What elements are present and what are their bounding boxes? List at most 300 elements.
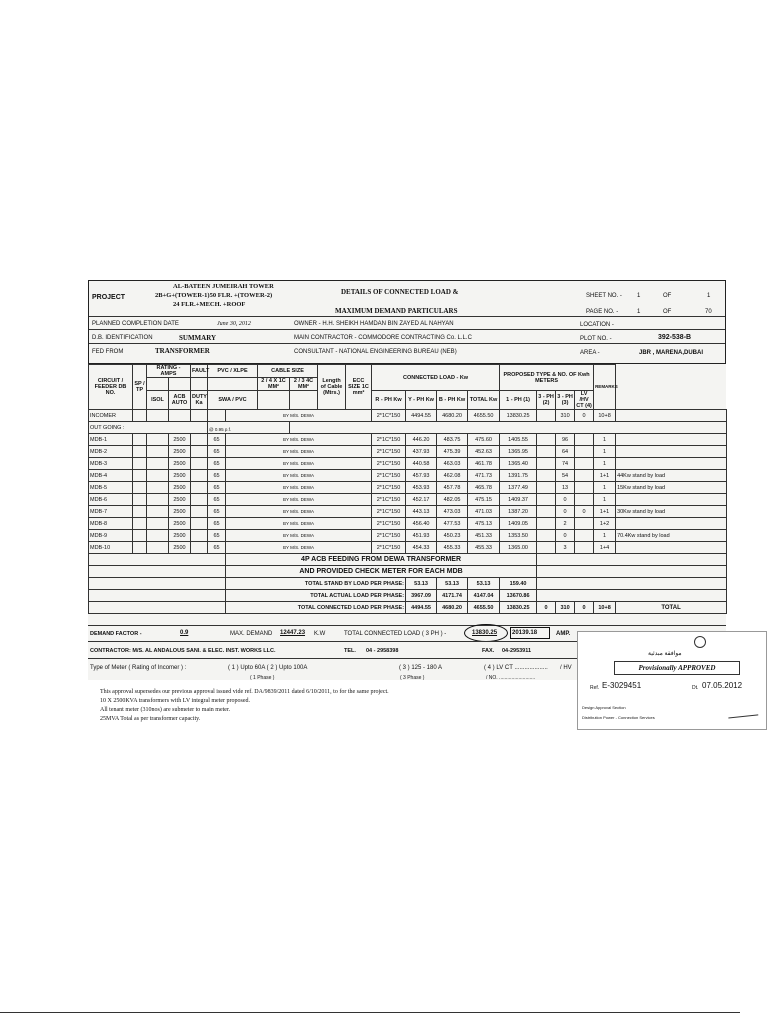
actual-y: 4171.74 (437, 590, 468, 602)
mdb-cell-b: 471.73 (468, 470, 500, 482)
mdb-cell-blank (147, 542, 169, 554)
incomer-b: 4655.50 (468, 410, 500, 422)
col-rph: R - PH Kw (372, 391, 406, 410)
mdb-cell-blank (133, 542, 147, 554)
col-swa: SWA / PVC (208, 391, 258, 410)
col-rating: RATING - AMPS (147, 365, 191, 378)
mdb-cell-duty: 65 (208, 506, 226, 518)
notice-line-1: 4P ACB FEEDING FROM DEWA TRANSFORMER (226, 554, 537, 566)
incomer-row (89, 410, 727, 422)
mdb-cell-b: 461.78 (468, 458, 500, 470)
mdb-cell-r: 451.93 (406, 530, 437, 542)
mdb-cell-y: 482.05 (437, 494, 468, 506)
mdb-cell-b: 451.33 (468, 530, 500, 542)
mdb-cell-m3a: 96 (556, 434, 575, 446)
mdb-cell-total: 1409.05 (500, 518, 537, 530)
mdb-cell-by: BY M/S. DEWA (226, 518, 372, 530)
table-row (89, 446, 727, 458)
amp-box (510, 627, 550, 639)
mdb-cell-m3b (575, 446, 594, 458)
mdb-cell-blank (191, 518, 208, 530)
mdb-cell-blank (133, 530, 147, 542)
mdb-cell-r: 457.93 (406, 470, 437, 482)
total-1ph: 0 (537, 602, 556, 614)
mdb-cell-total: 1365.40 (500, 458, 537, 470)
col-isol-head (147, 378, 169, 391)
mdb-cell-ecc: 2*1C*150 (372, 542, 406, 554)
table-row (89, 458, 727, 470)
mdb-cell-rating: 2500 (169, 434, 191, 446)
mdb-cell-blank (147, 518, 169, 530)
mdb-cell-by: BY M/S. DEWA (226, 494, 372, 506)
mdb-cell-m3b (575, 482, 594, 494)
mdb-cell-rating: 2500 (169, 494, 191, 506)
mdb-cell-name: MDB-8 (89, 518, 133, 530)
dewa-logo-icon (694, 636, 706, 648)
incomer-3ph-a: 310 (556, 410, 575, 422)
mdb-cell-remark: 70.4Kw stand by load (616, 530, 727, 542)
contractor-field: CONTRACTOR: M/S. AL ANDALOUS SANI. & ELEC. INST. WORKS LLC. (90, 648, 276, 654)
standby-total-row (89, 578, 727, 590)
table-row (89, 482, 727, 494)
incomer-r: 4494.55 (406, 410, 437, 422)
col-c34: 2 / 3 4C MM² (290, 378, 318, 391)
mdb-rows (89, 434, 727, 554)
db-identification-value: SUMMARY (179, 334, 217, 342)
mdb-cell-r: 452.17 (406, 494, 437, 506)
mdb-cell-name: MDB-2 (89, 446, 133, 458)
notice-line-2: AND PROVIDED CHECK METER FOR EACH MDB (226, 566, 537, 578)
mdb-cell-ct: 1 (594, 530, 616, 542)
col-sp-tp: SP / TP (133, 365, 147, 410)
mdb-cell-by: BY M/S. DEWA (226, 470, 372, 482)
total-connected-label: TOTAL CONNECTED LOAD ( 3 PH ) - (344, 631, 447, 637)
mdb-cell-blank (537, 446, 556, 458)
plot-value: 392-538-B (658, 334, 692, 341)
mdb-cell-m3a: 0 (556, 494, 575, 506)
footer-divider-mid (88, 641, 626, 642)
mdb-cell-remark (616, 494, 727, 506)
mdb-cell-y: 462.08 (437, 470, 468, 482)
incomer-3ph-b: 0 (575, 410, 594, 422)
mdb-cell-y: 473.03 (437, 506, 468, 518)
provisionally-approved-label: Provisionally APPROVED (614, 661, 740, 675)
mdb-cell-by: BY M/S. DEWA (226, 434, 372, 446)
mdb-cell-name: MDB-9 (89, 530, 133, 542)
col-remarks: REMARKS (594, 365, 616, 410)
mdb-cell-blank (191, 494, 208, 506)
consultant-field: CONSULTANT - NATIONAL ENGINEERING BUREAU (NEB) (294, 349, 457, 355)
header-divider-1 (89, 316, 725, 317)
col-connected-load: CONNECTED LOAD - Kw (372, 365, 500, 391)
mdb-cell-blank (537, 542, 556, 554)
meter-option-3-sub: ( 3 Phase ) (400, 675, 425, 681)
col-isol: ISOL (147, 391, 169, 410)
actual-total-row (89, 590, 727, 602)
mdb-cell-b: 471.03 (468, 506, 500, 518)
stamp-division: Distribution Power - Connection Services (582, 715, 655, 720)
mdb-cell-rating: 2500 (169, 458, 191, 470)
outgoing-label: OUT GOING : (89, 422, 208, 434)
mdb-cell-y: 477.53 (437, 518, 468, 530)
mdb-cell-duty: 65 (208, 446, 226, 458)
standby-label: TOTAL STAND BY LOAD PER PHASE: (226, 578, 406, 590)
incomer-ct: 10+8 (594, 410, 616, 422)
mdb-cell-ct: 1+2 (594, 518, 616, 530)
mdb-cell-total: 1365.00 (500, 542, 537, 554)
mdb-cell-remark (616, 518, 727, 530)
mdb-cell-blank (537, 470, 556, 482)
mdb-cell-rating: 2500 (169, 530, 191, 542)
total-3ph-b: 0 (575, 602, 594, 614)
table-row (89, 542, 727, 554)
mdb-cell-blank (537, 482, 556, 494)
stamp-section: Design Approval Section (582, 705, 626, 710)
mdb-cell-m3a: 64 (556, 446, 575, 458)
col-acb-head (169, 378, 191, 391)
meter-option-4-sub: / NO. .......................... (486, 675, 536, 681)
col-c4: 2 / 4 X 1C MM² (258, 378, 290, 391)
note-line-3: All tenant meter (310nos) are submeter to main meter. (100, 707, 231, 713)
mdb-cell-m3b (575, 434, 594, 446)
table-row (89, 530, 727, 542)
actual-label: TOTAL ACTUAL LOAD PER PHASE: (226, 590, 406, 602)
plot-label: PLOT NO. - (580, 336, 612, 342)
mdb-cell-total: 1405.55 (500, 434, 537, 446)
mdb-cell-total: 1365.95 (500, 446, 537, 458)
incomer-name: INCOMER (89, 410, 133, 422)
owner-field: OWNER - H.H. SHEIKH HAMDAN BIN ZAYED AL NAHYAN (294, 321, 454, 327)
mdb-cell-blank (147, 446, 169, 458)
scan-edge-line (0, 1012, 740, 1013)
mdb-cell-duty: 65 (208, 458, 226, 470)
mdb-cell-m3b (575, 470, 594, 482)
mdb-cell-blank (191, 446, 208, 458)
mdb-cell-ct: 1 (594, 494, 616, 506)
planned-label: PLANNED COMPLETION DATE (92, 321, 179, 327)
table-row (89, 470, 727, 482)
mdb-cell-ct: 1+1 (594, 506, 616, 518)
mdb-cell-remark: 15Kw stand by load (616, 482, 727, 494)
standby-b: 53.13 (468, 578, 500, 590)
col-acb: ACB AUTO (169, 391, 191, 410)
mdb-cell-b: 452.63 (468, 446, 500, 458)
footer-divider-top (88, 625, 726, 626)
mdb-cell-remark (616, 446, 727, 458)
mdb-cell-b: 465.78 (468, 482, 500, 494)
mdb-cell-blank (133, 434, 147, 446)
outgoing-row (89, 422, 727, 434)
project-name-line1: AL-BATEEN JUMEIRAH TOWER (173, 283, 274, 290)
connected-load-table (88, 364, 727, 614)
mdb-cell-blank (147, 470, 169, 482)
mdb-cell-by: BY M/S. DEWA (226, 458, 372, 470)
mdb-cell-ecc: 2*1C*150 (372, 494, 406, 506)
mdb-cell-rating: 2500 (169, 482, 191, 494)
mdb-cell-ct: 1 (594, 434, 616, 446)
mdb-cell-m3b: 0 (575, 506, 594, 518)
sheet-no-label: SHEET NO. - (586, 293, 622, 299)
mdb-cell-m3a: 13 (556, 482, 575, 494)
col-bph: B - PH Kw (437, 391, 468, 410)
mdb-cell-ecc: 2*1C*150 (372, 434, 406, 446)
mdb-cell-y: 450.23 (437, 530, 468, 542)
stamp-date-value: 07.05.2012 (702, 681, 743, 690)
mdb-cell-rating: 2500 (169, 506, 191, 518)
mdb-cell-m3a: 74 (556, 458, 575, 470)
mdb-cell-total: 1391.75 (500, 470, 537, 482)
connected-r: 4494.55 (406, 602, 437, 614)
project-name-line2: 2B+G+(TOWER-1)50 FLR. +(TOWER-2) (155, 292, 273, 299)
incomer-by: BY M/S. DEWA (226, 410, 372, 422)
total-3ph-a: 310 (556, 602, 575, 614)
fed-from-value: TRANSFORMER (155, 347, 210, 355)
incomer-ecc: 2*1C*150 (372, 410, 406, 422)
mdb-cell-remark: 30Kw stand by load (616, 506, 727, 518)
col-fault: FAULT (191, 365, 208, 378)
mdb-cell-blank (147, 530, 169, 542)
mdb-cell-blank (147, 434, 169, 446)
hv-label: / HV (560, 665, 572, 671)
mdb-cell-ct: 1+1 (594, 470, 616, 482)
area-label: AREA - (580, 350, 600, 356)
col-duty: DUTY Ka (191, 391, 208, 410)
mdb-cell-duty: 65 (208, 494, 226, 506)
fed-from-label: FED FROM (92, 349, 124, 355)
mdb-cell-ecc: 2*1C*150 (372, 482, 406, 494)
mdb-cell-r: 453.93 (406, 482, 437, 494)
amp-value: 20139.18 (512, 630, 538, 636)
col-ecc: ECC SIZE 1C mm² (346, 365, 372, 410)
mdb-cell-r: 454.33 (406, 542, 437, 554)
mdb-cell-ct: 1 (594, 482, 616, 494)
page-no-label: PAGE NO. - (586, 309, 619, 315)
mdb-cell-total: 1377.49 (500, 482, 537, 494)
mdb-cell-blank (537, 458, 556, 470)
mdb-cell-ecc: 2*1C*150 (372, 458, 406, 470)
max-demand-unit: K.W (314, 631, 326, 637)
mdb-cell-ecc: 2*1C*150 (372, 530, 406, 542)
sheet-no: 1 (637, 293, 641, 299)
mdb-cell-duty: 65 (208, 542, 226, 554)
mdb-cell-y: 483.75 (437, 434, 468, 446)
connected-b: 4655.50 (468, 602, 500, 614)
actual-total: 13670.86 (500, 590, 537, 602)
mdb-cell-r: 456.40 (406, 518, 437, 530)
footer-divider-low (88, 658, 626, 659)
mdb-cell-blank (191, 542, 208, 554)
mdb-cell-by: BY M/S. DEWA (226, 530, 372, 542)
project-label: PROJECT (92, 294, 126, 301)
tel-value: 04 - 2958398 (366, 648, 399, 654)
mdb-cell-y: 475.39 (437, 446, 468, 458)
mdb-cell-blank (133, 482, 147, 494)
mdb-cell-m3a: 54 (556, 470, 575, 482)
handwritten-circle (464, 624, 508, 642)
notice-row-2 (89, 566, 727, 578)
standby-y: 53.13 (437, 578, 468, 590)
mdb-cell-blank (147, 482, 169, 494)
main-contractor-field: MAIN CONTRACTOR - COMMODORE CONTRACTING Co. L.L.C (294, 335, 472, 341)
note-line-4: 25MVA Total as per transformer capacity. (100, 716, 201, 722)
meter-option-1-sub: ( 1 Phase ) (250, 675, 275, 681)
signature-mark (728, 708, 759, 718)
sheet-of-label: OF (663, 293, 672, 299)
mdb-cell-duty: 65 (208, 482, 226, 494)
mdb-cell-blank (537, 494, 556, 506)
col-yph: Y - PH Kw (406, 391, 437, 410)
mdb-cell-rating: 2500 (169, 470, 191, 482)
mdb-cell-y: 455.33 (437, 542, 468, 554)
mdb-cell-ecc: 2*1C*150 (372, 506, 406, 518)
demand-factor-value: 0.9 (180, 630, 189, 636)
mdb-cell-ct: 1+4 (594, 542, 616, 554)
mdb-cell-r: 443.13 (406, 506, 437, 518)
mdb-cell-m3b (575, 518, 594, 530)
total-word: TOTAL (616, 602, 727, 614)
max-demand-value: 12447.23 (280, 630, 306, 636)
mdb-cell-by: BY M/S. DEWA (226, 482, 372, 494)
mdb-cell-name: MDB-3 (89, 458, 133, 470)
document-title-line1: DETAILS OF CONNECTED LOAD & (341, 288, 459, 296)
mdb-cell-blank (133, 458, 147, 470)
incomer-total: 13830.25 (500, 410, 537, 422)
col-circuit: CIRCUIT / FEEDER DB NO. (89, 365, 133, 410)
tel-label: TEL. (344, 648, 356, 654)
mdb-cell-rating: 2500 (169, 446, 191, 458)
mdb-cell-m3a: 3 (556, 542, 575, 554)
mdb-cell-b: 455.33 (468, 542, 500, 554)
mdb-cell-blank (147, 494, 169, 506)
mdb-cell-remark (616, 458, 727, 470)
mdb-cell-ecc: 2*1C*150 (372, 470, 406, 482)
mdb-cell-blank (133, 506, 147, 518)
mdb-cell-m3b (575, 530, 594, 542)
mdb-cell-duty: 65 (208, 470, 226, 482)
mdb-cell-blank (537, 506, 556, 518)
mdb-cell-total: 1353.50 (500, 530, 537, 542)
mdb-cell-m3a: 0 (556, 506, 575, 518)
area-value: JBR , MARENA,DUBAI (639, 350, 704, 356)
standby-r: 53.13 (406, 578, 437, 590)
db-identification-label: D.B. IDENTIFICATION (92, 335, 153, 341)
mdb-cell-blank (191, 482, 208, 494)
connected-label: TOTAL CONNECTED LOAD PER PHASE: (226, 602, 406, 614)
mdb-cell-duty: 65 (208, 434, 226, 446)
mdb-cell-m3a: 2 (556, 518, 575, 530)
mdb-cell-blank (191, 458, 208, 470)
table-row (89, 434, 727, 446)
col-swa-head (208, 378, 258, 391)
col-lvct: LV /HV CT (4) (576, 391, 592, 409)
mdb-cell-name: MDB-6 (89, 494, 133, 506)
mdb-cell-ecc: 2*1C*150 (372, 518, 406, 530)
sheet-total: 1 (707, 293, 711, 299)
total-connected-value: 13830.25 (472, 630, 498, 636)
mdb-cell-by: BY M/S. DEWA (226, 506, 372, 518)
connected-y: 4680.20 (437, 602, 468, 614)
amp-label: AMP. (556, 631, 571, 637)
col-c34-blank (290, 391, 318, 410)
mdb-cell-y: 463.03 (437, 458, 468, 470)
col-c4-blank (258, 391, 290, 410)
stamp-date-label: Dt. (692, 685, 699, 691)
mdb-cell-blank (133, 470, 147, 482)
mdb-cell-name: MDB-5 (89, 482, 133, 494)
max-demand-label: MAX. DEMAND (230, 631, 273, 637)
page-of-label: OF (663, 309, 672, 315)
stamp-ref-value: E-3029451 (602, 681, 642, 690)
mdb-cell-b: 475.60 (468, 434, 500, 446)
mdb-cell-blank (133, 494, 147, 506)
col-3ph-b: 3 - PH (3) (556, 391, 575, 410)
mdb-cell-blank (147, 506, 169, 518)
mdb-cell-blank (537, 518, 556, 530)
mdb-cell-blank (537, 530, 556, 542)
col-proposed-meters: PROPOSED TYPE & NO. OF Kwh METERS (500, 365, 594, 391)
mdb-cell-by: BY M/S. DEWA (226, 542, 372, 554)
col-pvc-xlpe: PVC / XLPE (208, 365, 258, 378)
mdb-cell-remark (616, 434, 727, 446)
stamp-arabic: موافقة مبدئية (648, 651, 682, 657)
pf-note: @ 0.95 p.f. (208, 422, 290, 434)
notice-row-1 (89, 554, 727, 566)
mdb-cell-name: MDB-7 (89, 506, 133, 518)
mdb-cell-blank (133, 446, 147, 458)
mdb-cell-blank (147, 458, 169, 470)
page-total: 70 (705, 309, 712, 315)
note-line-2: 10 X 2500KVA transformers with LV integral meter proposed. (100, 698, 251, 704)
mdb-cell-name: MDB-10 (89, 542, 133, 554)
mdb-cell-name: MDB-1 (89, 434, 133, 446)
mdb-cell-rating: 2500 (169, 542, 191, 554)
mdb-cell-r: 440.58 (406, 458, 437, 470)
table-row (89, 494, 727, 506)
mdb-cell-blank (133, 518, 147, 530)
planned-value: June 30, 2012 (217, 321, 251, 327)
incomer-y: 4680.20 (437, 410, 468, 422)
fax-label: FAX. (482, 648, 495, 654)
total-ct: 10+8 (594, 602, 616, 614)
note-line-1: This approval supersedes our previous approval issued vide ref. DA/9839/2011 dated 6/10/2011, to for the same project. (100, 689, 389, 695)
mdb-cell-ecc: 2*1C*150 (372, 446, 406, 458)
meter-option-3: ( 3 ) 125 - 180 A (399, 665, 443, 671)
mdb-cell-b: 475.13 (468, 518, 500, 530)
mdb-cell-total: 1387.20 (500, 506, 537, 518)
page-no: 1 (637, 309, 641, 315)
connected-total: 13830.25 (500, 602, 537, 614)
meter-type-label: Type of Meter ( Rating of Incomer ) : (90, 665, 187, 671)
mdb-cell-m3b (575, 542, 594, 554)
actual-b: 4147.04 (468, 590, 500, 602)
header-block (88, 280, 726, 364)
actual-r: 3967.09 (406, 590, 437, 602)
mdb-cell-rating: 2500 (169, 518, 191, 530)
col-length: Length of Cable (Mtrs.) (318, 365, 346, 410)
mdb-cell-remark: 44Kw stand by load (616, 470, 727, 482)
stamp-ref-label: Ref. (590, 685, 600, 691)
mdb-cell-m3b (575, 494, 594, 506)
mdb-cell-blank (537, 434, 556, 446)
col-total: TOTAL Kw (468, 391, 500, 410)
mdb-cell-blank (191, 506, 208, 518)
mdb-cell-m3b (575, 458, 594, 470)
standby-total: 159.40 (500, 578, 537, 590)
mdb-cell-y: 457.78 (437, 482, 468, 494)
document-title-line2: MAXIMUM DEMAND PARTICULARS (335, 307, 458, 315)
mdb-cell-blank (191, 470, 208, 482)
header-divider-3 (89, 343, 725, 344)
